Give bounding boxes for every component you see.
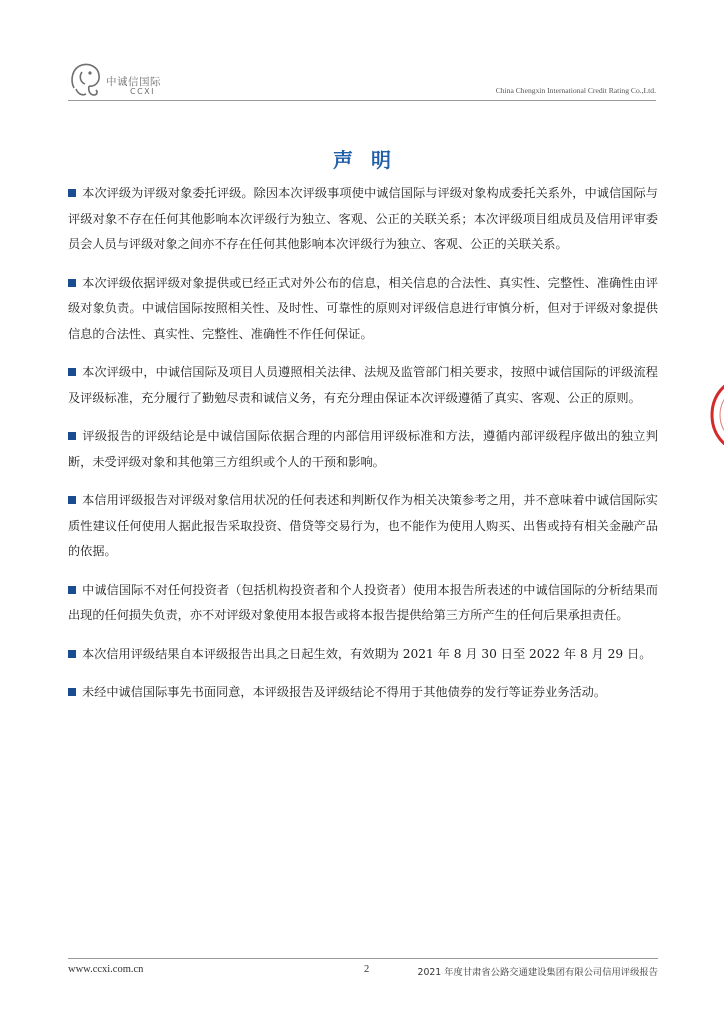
square-bullet-icon [68, 189, 76, 197]
statement-text: 本次评级为评级对象委托评级。除因本次评级事项使中诚信国际与评级对象构成委托关系外，中诚信国际与评级对象不存在任何其他影响本次评级行为独立、客观、公正的关联关系；本次评级项目组成员及信用评审委员会人员与评级对象之间亦不存在任何其他影响本次评级行为独立、客观、公正的关联关系。 [68, 186, 658, 251]
statement-paragraph [68, 424, 658, 475]
statement-paragraph [68, 680, 658, 706]
ccxi-elephant-logo-icon [68, 58, 108, 100]
page-number: 2 [364, 964, 370, 975]
statement-text: 本次评级中，中诚信国际及项目人员遵照相关法律、法规及监管部门相关要求，按照中诚信国际的评级流程及评级标准，充分履行了勤勉尽责和诚信义务，有充分理由保证本次评级遵循了真实、客观、公正的原则。 [68, 365, 658, 405]
footer-report-title: 2021 年度甘肃省公路交通建设集团有限公司信用评级报告 [417, 967, 658, 978]
page-title: 声明 [333, 148, 409, 172]
statement-text: 中诚信国际不对任何投资者（包括机构投资者和个人投资者）使用本报告所表述的中诚信国际的分析结果而出现的任何损失负责，亦不对评级对象使用本报告或将本报告提供给第三方所产生的任何后果承担责任。 [68, 582, 658, 622]
statement-body [68, 181, 658, 719]
statement-paragraph [68, 642, 658, 668]
logo-english-name: CCXI [130, 87, 156, 96]
logo-chinese-name: 中诚信国际 [106, 76, 161, 88]
statement-paragraph [68, 360, 658, 411]
square-bullet-icon [68, 586, 76, 594]
square-bullet-icon [68, 496, 76, 504]
square-bullet-icon [68, 432, 76, 440]
statement-text: 本次信用评级结果自本评级报告出具之日起生效，有效期为 2021 年 8 月 30 日至 2022 年 8 月 29 日。 [82, 646, 652, 661]
statement-paragraph [68, 271, 658, 348]
page-footer [68, 958, 658, 982]
statement-text: 评级报告的评级结论是中诚信国际依据合理的内部信用评级标准和方法，遵循内部评级程序做出的独立判断，未受评级对象和其他第三方组织或个人的干预和影响。 [68, 429, 658, 469]
square-bullet-icon [68, 368, 76, 376]
statement-text: 本信用评级报告对评级对象信用状况的任何表述和判断仅作为相关决策参考之用，并不意味着中诚信国际实质性建议任何使用人据此报告采取投资、借贷等交易行为，也不能作为使用人购买、出售或持有相关金融产品的依据。 [68, 493, 658, 558]
square-bullet-icon [68, 650, 76, 658]
footer-divider [68, 958, 658, 959]
header-divider [68, 100, 656, 101]
statement-paragraph [68, 578, 658, 629]
statement-text: 本次评级依据评级对象提供或已经正式对外公布的信息，相关信息的合法性、真实性、完整性、准确性由评级对象负责。中诚信国际按照相关性、及时性、可靠性的原则对评级信息进行审慎分析，但对于评级对象提供信息的合法性、真实性、完整性、准确性不作任何保证。 [68, 275, 658, 341]
square-bullet-icon [68, 688, 76, 696]
statement-paragraph [68, 181, 658, 258]
ccxi-logo [68, 58, 178, 100]
statement-paragraph [68, 488, 658, 565]
company-english-name: China Chengxin International Credit Rating Co.,Ltd. [495, 86, 656, 95]
page-header [68, 58, 656, 102]
statement-text: 未经中诚信国际事先书面同意，本评级报告及评级结论不得用于其他债券的发行等证券业务活动。 [82, 685, 607, 699]
footer-website-link[interactable]: www.ccxi.com.cn [68, 964, 144, 975]
square-bullet-icon [68, 279, 76, 287]
red-seal-stamp-icon [708, 370, 724, 460]
